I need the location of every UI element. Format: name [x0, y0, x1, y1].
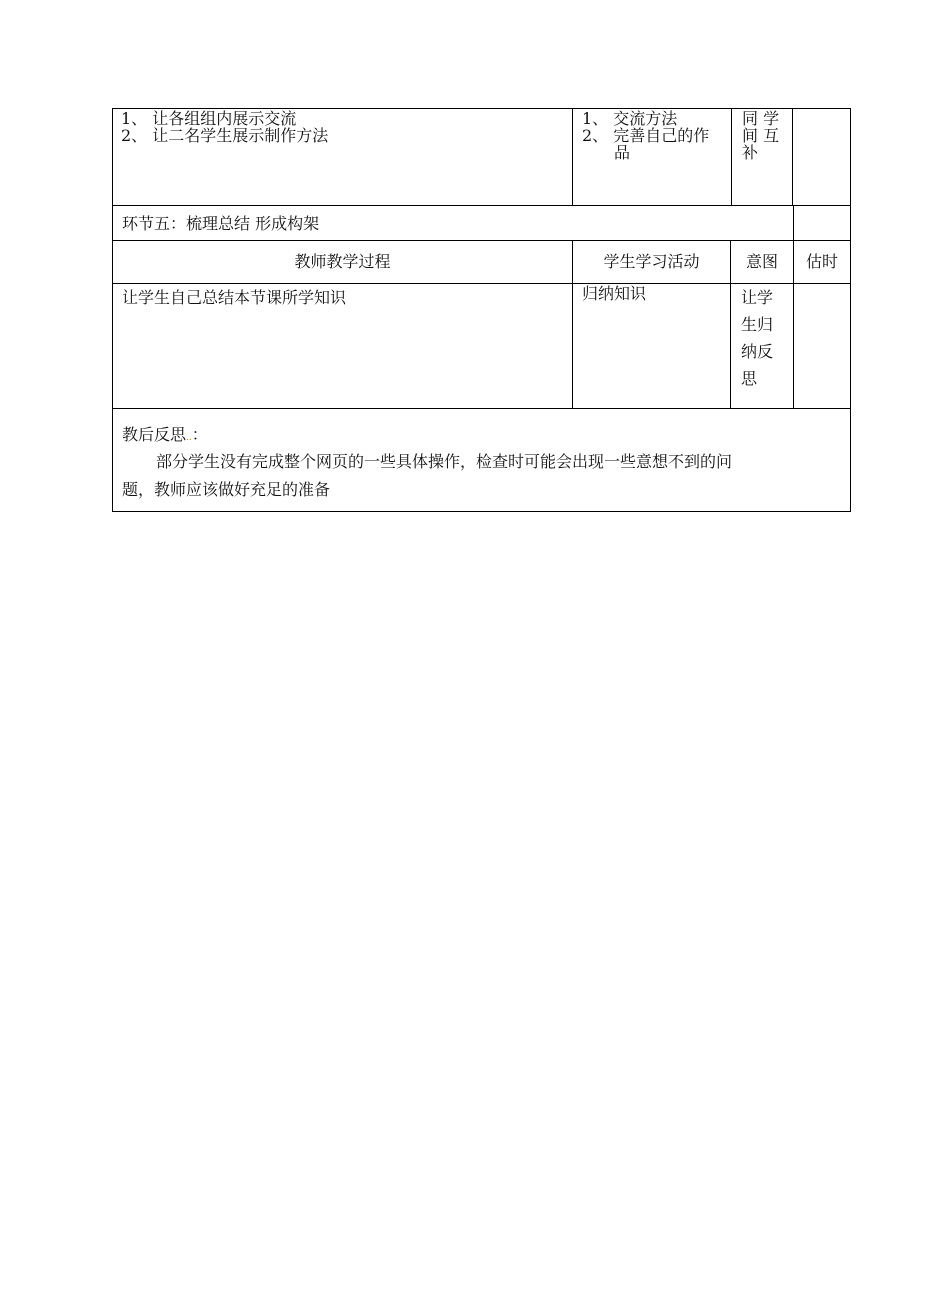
section-divider	[793, 205, 794, 241]
row2-intent-line-1: 让学	[741, 288, 774, 307]
reflection-heading	[122, 426, 208, 447]
reflection-colon: ：	[191, 425, 208, 444]
row1-student-line-2: 2、 完善自己的作	[582, 126, 710, 145]
header-student-activity: 学生学习活动	[603, 252, 700, 271]
table-left-border	[112, 108, 113, 512]
header-intent: 意图	[745, 252, 778, 271]
row2-intent-line-3: 纳反	[741, 342, 774, 361]
section-title: 环节五：梳理总结 形成构架	[122, 214, 320, 233]
reflection-body-line-1: 部分学生没有完成整个网页的一些具体操作，检查时可能会出现一些意想不到的问	[156, 452, 733, 471]
row1-intent-line-3: 补	[742, 143, 759, 162]
reflection-mark: ..	[186, 433, 192, 443]
row2-intent-line-4: 思	[741, 369, 758, 388]
row-divider-1	[112, 205, 851, 206]
row1-intent-line-1: 同 学	[742, 109, 780, 128]
row2-teacher-text: 让学生自己总结本节课所学知识	[122, 288, 347, 307]
row1-student-line-3: 品	[614, 143, 631, 162]
reflection-label: 教后反思	[122, 425, 187, 444]
header-time-estimate: 估时	[805, 252, 838, 271]
row1-divider-a	[572, 108, 573, 206]
row1-teacher-line-1: 1、 让各组组内展示交流	[121, 109, 297, 128]
row1-divider-c	[792, 108, 793, 206]
row1-student-line-1: 1、 交流方法	[582, 109, 678, 128]
row-divider-4	[112, 408, 851, 409]
row2-intent-line-2: 生归	[741, 315, 774, 334]
reflection-body-line-2: 题，教师应该做好充足的准备	[122, 480, 331, 499]
row-divider-2	[112, 240, 851, 241]
row1-teacher-line-2: 2、 让二名学生展示制作方法	[121, 126, 329, 145]
row2-student-text: 归纳知识	[582, 284, 647, 303]
row1-intent-line-2: 间 互	[742, 126, 780, 145]
table-right-border	[850, 108, 851, 512]
table-bottom-border	[112, 511, 851, 512]
header-teacher-process: 教师教学过程	[294, 252, 391, 271]
row1-divider-b	[731, 108, 732, 206]
